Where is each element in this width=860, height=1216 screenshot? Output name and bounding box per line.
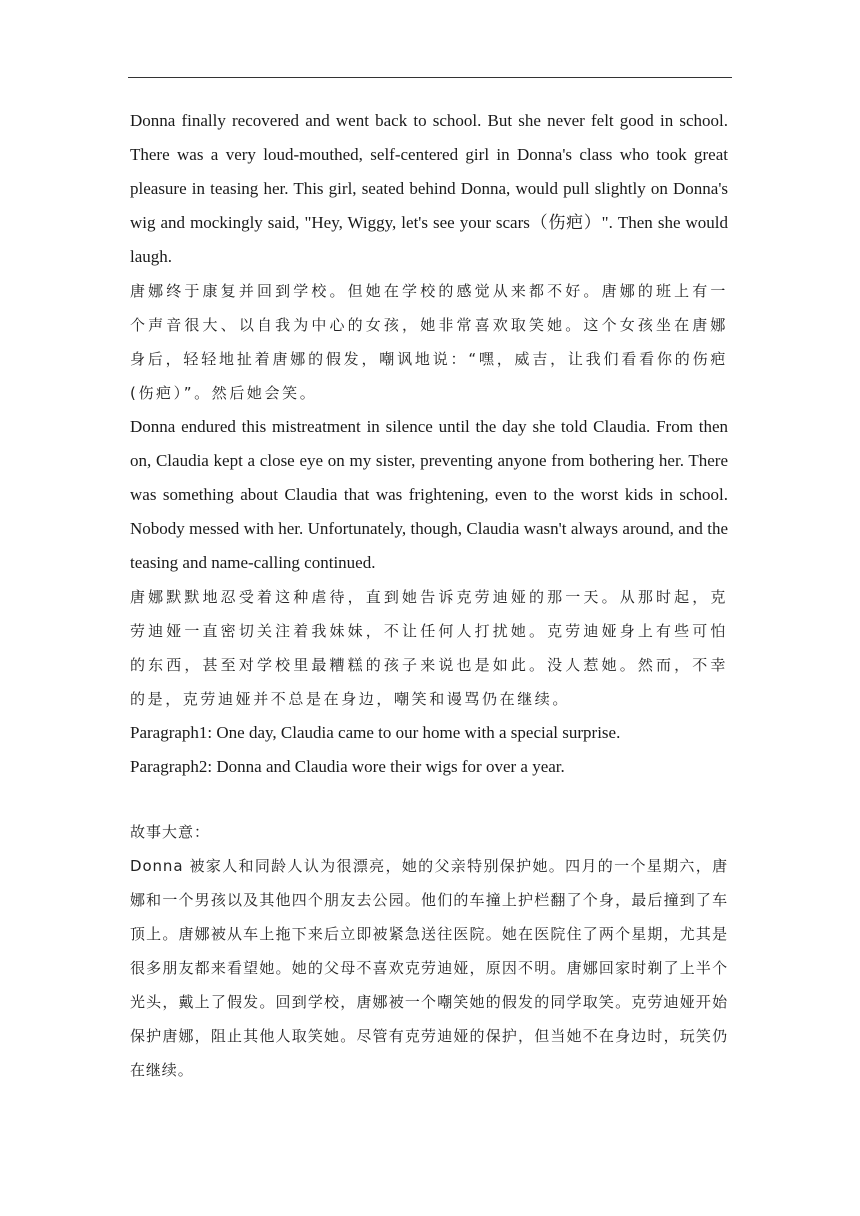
section-spacer xyxy=(130,784,728,815)
summary-text: Donna 被家人和同龄人认为很漂亮，她的父亲特别保护她。四月的一个星期六，唐娜和一个男孩以及其他四个朋友去公园。他们的车撞上护栏翻了个身，最后撞到了车顶上。唐娜被从车上拖下来后立即被紧急送往医院。她在医院住了两个星期，尤其是很多朋友都来看望她。她的父母不喜欢克劳迪娅，原因不明。唐娜回家时剃了上半个光头，戴上了假发。回到学校，唐娜被一个嘲笑她的假发的同学取笑。克劳迪娅开始保护唐娜，阻止其他人取笑她。尽管有克劳迪娅的保护，但当她不在身边时，玩笑仍在继续。 xyxy=(130,857,728,1079)
continuation-prompt-1: Paragraph1: One day, Claudia came to our home with a special surprise. xyxy=(130,723,621,742)
summary-heading: 故事大意： xyxy=(130,823,211,841)
paragraph-chinese-1: 唐娜终于康复并回到学校。但她在学校的感觉从来都不好。唐娜的班上有一个声音很大、以自我为中心的女孩，她非常喜欢取笑她。这个女孩坐在唐娜身后，轻轻地扯着唐娜的假发，嘲讽地说：“嘿，威吉，让我们看看你的伤疤(伤疤）”。然后她会笑。 xyxy=(130,282,728,402)
paragraph-chinese-2: 唐娜默默地忍受着这种虐待，直到她告诉克劳迪娅的那一天。从那时起，克劳迪娅一直密切关注着我妹妹，不让任何人打扰她。克劳迪娅身上有些可怕的东西，甚至对学校里最糟糕的孩子来说也是如此。没人惹她。然而，不幸的是，克劳迪娅并不总是在身边，嘲笑和谩骂仍在继续。 xyxy=(130,588,728,708)
document-body xyxy=(130,104,728,1087)
paragraph-english-1: Donna finally recovered and went back to school. But she never felt good in school. There was a very loud-mouthed, self-centered girl in Donna's class who took great pleasure in teasing her. This girl, seated behind Donna, would pull slightly on Donna's wig and mockingly said, "Hey, Wiggy, let's see your scars（伤疤）". Then she would laugh. xyxy=(130,111,728,266)
paragraph-english-2: Donna endured this mistreatment in silence until the day she told Claudia. From then on, Claudia kept a close eye on my sister, preventing anyone from bothering her. There was something about Claudia that was frightening, even to the worst kids in school. Nobody messed with her. Unfortunately, though, Claudia wasn't always around, and the teasing and name-calling continued. xyxy=(130,417,728,572)
continuation-prompt-2: Paragraph2: Donna and Claudia wore their wigs for over a year. xyxy=(130,757,565,776)
header-rule xyxy=(128,77,732,78)
